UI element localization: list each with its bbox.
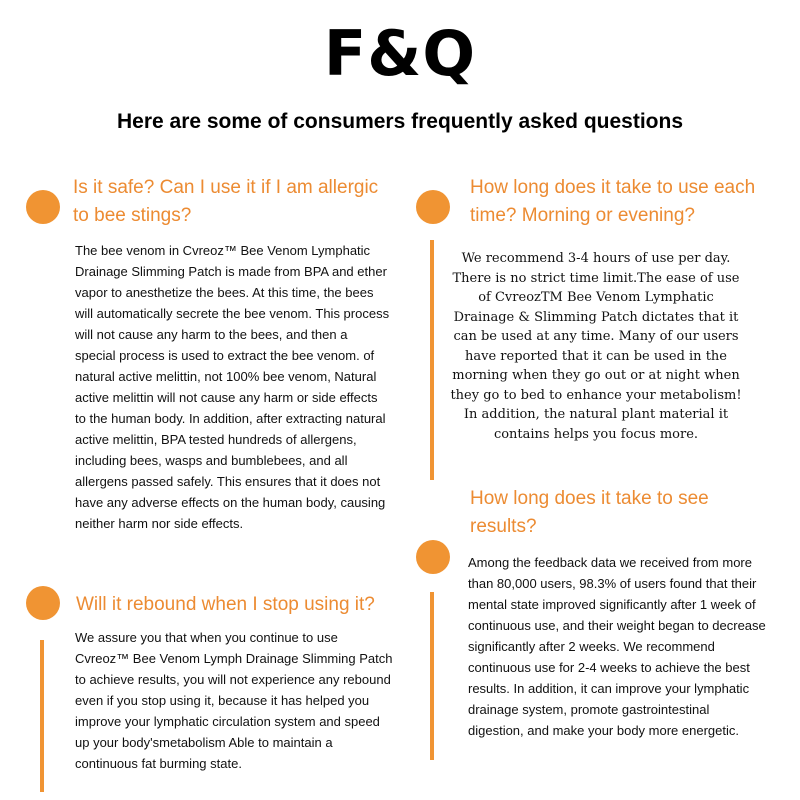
faq-question: Will it rebound when I stop using it? [76, 594, 375, 615]
bullet-circle-icon [416, 540, 450, 574]
page-subtitle: Here are some of consumers frequently asked questions [116, 110, 684, 133]
faq-answer: We recommend 3-4 hours of use per day. There is no strict time limit.The ease of use of CvreozTM Bee Venom Lymphatic Drainage & Slimming Patch dictates that it can be used at any time. Many of our users have reported that it can be used in the morning when they go out or at night when they go to bed to enhance your metabolism! In addition, the natural plant material it contains helps you focus more. [450, 251, 742, 442]
faq-question: Is it safe? Can I use it if I am allergic to bee stings? [73, 177, 379, 226]
faq-answer: We assure you that when you continue to use Cvreoz™ Bee Venom Lymph Drainage Slimming Patch to achieve results, you will not experience any rebound even if you stop using it, because it has helped you improve your lymphatic circulation system and speed up your body'smetabolism Able to maintain a continuous fat burming state. [75, 630, 393, 771]
bullet-circle-icon [26, 586, 60, 620]
faq-answer: The bee venom in Cvreoz™ Bee Venom Lymphatic Drainage Slimming Patch is made from BPA and ether vapor to anesthetize the bees. At this time, the bees will automatically secrete the bee venom. This process will not cause any harm to the bees, and then a special process is used to extract the bee venom. of natural active melittin, not 100% bee venom, Natural active melittin will not cause any harm or side effects to the human body. In addition, after extracting natural active melittin, BPA tested hundreds of allergens, including bees, wasps and bumblebees, and all allergens passed safely. This ensures that it does not have any adverse effects on the human body, causing neither harm nor side effects. [75, 243, 390, 531]
bullet-circle-icon [26, 190, 60, 224]
faq-answer: Among the feedback data we received from more than 80,000 users, 98.3% of users found that their mental state improved significantly after 1 week of continuous use, and their weight began to decrease significantly after 2 weeks. We recommend continuous use for 2-4 weeks to achieve the best results. In addition, it can improve your lymphatic drainage system, promote gastrointestinal digestion, and make your body more energetic. [468, 555, 766, 738]
faq-question: How long does it take to see results? [470, 488, 709, 537]
accent-bar [430, 592, 434, 760]
page-title: F&Q [323, 17, 477, 90]
accent-bar [40, 640, 44, 792]
faq-question: How long does it take to use each time? Morning or evening? [470, 177, 756, 226]
bullet-circle-icon [416, 190, 450, 224]
accent-bar [430, 240, 434, 480]
